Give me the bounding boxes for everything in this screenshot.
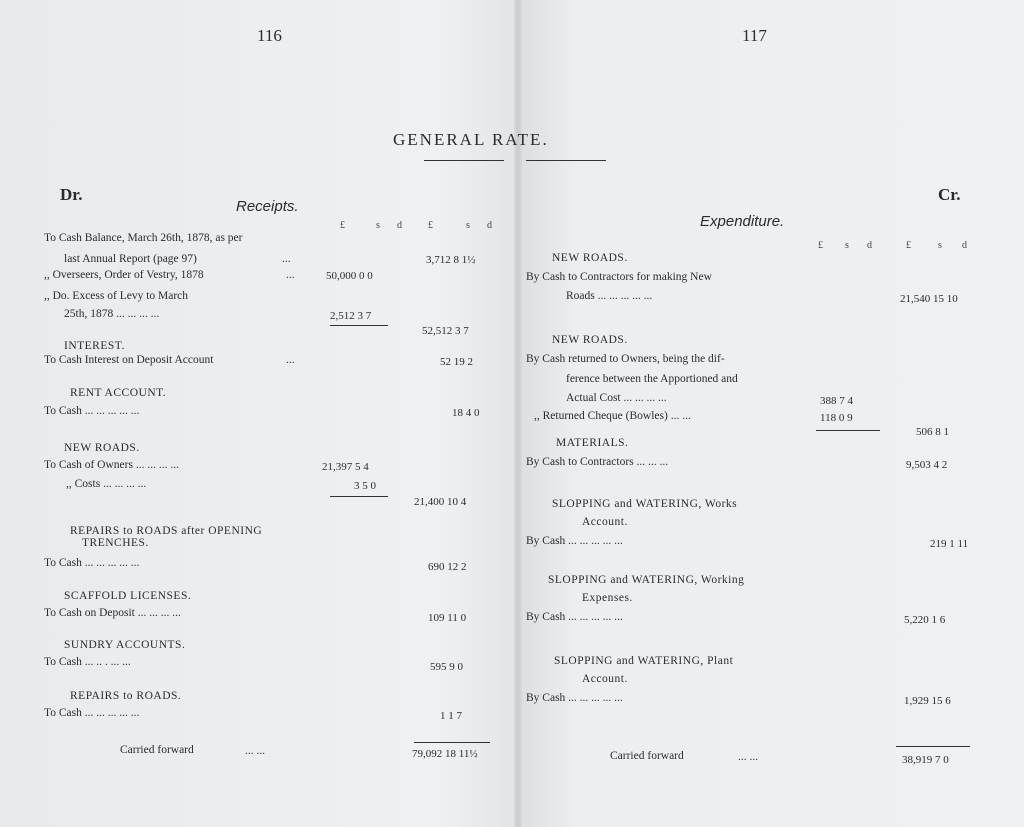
receipt-new-roads-total: 21,400 10 4 (414, 496, 467, 508)
currency-shilling: s (376, 220, 380, 231)
section-repairs-to-roads: REPAIRS to ROADS. (70, 690, 182, 702)
page-number-right: 117 (742, 26, 767, 45)
currency-pound: £ (428, 220, 433, 231)
receipt-costs-line: ,, Costs ... ... ... ... (66, 478, 147, 490)
section-slopping-works-line2: Account. (582, 516, 628, 528)
receipt-owners-amount: 21,397 5 4 (322, 461, 369, 473)
expenditure-contractors-line1: By Cash to Contractors for making New (526, 271, 712, 283)
receipt-rent-line: To Cash ... ... ... ... ... (44, 405, 140, 417)
section-slopping-working-expenses-line2: Expenses. (582, 592, 633, 604)
total-rule (414, 742, 490, 743)
expenditure-new-roads-total: 506 8 1 (916, 426, 949, 438)
section-slopping-plant: SLOPPING and WATERING, Plant (554, 655, 734, 667)
title-rule-left (424, 160, 504, 161)
sum-rule (330, 496, 388, 497)
receipt-owners-line: To Cash of Owners ... ... ... ... (44, 459, 179, 471)
currency-shilling: s (845, 240, 849, 251)
expenditure-slopping-plant-total: 1,929 15 6 (904, 695, 951, 707)
receipt-scaffold-total: 109 11 0 (428, 612, 467, 624)
expenditure-heading: Expenditure. (700, 213, 785, 230)
page-title: GENERAL RATE. (393, 130, 549, 149)
receipt-repairs-open-line: To Cash ... ... ... ... ... (44, 557, 140, 569)
receipt-balance-line2: last Annual Report (page 97) (64, 253, 197, 265)
receipt-overseers-line: ,, Overseers, Order of Vestry, 1878 (44, 269, 204, 281)
receipt-balance-line1: To Cash Balance, March 26th, 1878, as per (44, 232, 243, 244)
currency-pound: £ (340, 220, 345, 231)
expenditure-contractors-total: 21,540 15 10 (900, 293, 958, 305)
leader-dots: ... ... (738, 751, 759, 763)
expenditure-cheque-amount: 118 0 9 (820, 412, 853, 424)
receipt-repairs-total: 1 1 7 (440, 710, 462, 722)
currency-pence: d (397, 220, 402, 231)
expenditure-slopping-works-total: 219 1 11 (930, 538, 969, 550)
expenditure-cheque-line: ,, Returned Cheque (Bowles) ... ... (534, 410, 691, 422)
receipt-balance-total: 3,712 8 1½ (426, 254, 476, 266)
expenditure-slopping-working-line: By Cash ... ... ... ... ... (526, 611, 623, 623)
leader-dots: ... (286, 354, 295, 366)
section-slopping-plant-line2: Account. (582, 673, 628, 685)
receipt-repairs-open-total: 690 12 2 (428, 561, 467, 573)
expenditure-slopping-plant-line: By Cash ... ... ... ... ... (526, 692, 623, 704)
carried-forward-label: Carried forward (120, 744, 194, 756)
section-slopping-working-expenses: SLOPPING and WATERING, Working (548, 574, 745, 586)
currency-pound: £ (906, 240, 911, 251)
currency-pence: d (962, 240, 967, 251)
section-new-roads: NEW ROADS. (552, 252, 628, 264)
receipts-heading: Receipts. (236, 198, 299, 215)
expenditure-carried-forward-total: 38,919 7 0 (902, 754, 949, 766)
expenditure-contractors-line2: Roads ... ... ... ... ... (566, 290, 653, 302)
sum-rule (816, 430, 880, 431)
page-number-left: 116 (257, 26, 282, 45)
leader-dots: ... ... (245, 745, 266, 757)
receipt-excess-amount: 2,512 3 7 (330, 310, 372, 322)
expenditure-slopping-working-total: 5,220 1 6 (904, 614, 946, 626)
currency-shilling: s (466, 220, 470, 231)
currency-pound: £ (818, 240, 823, 251)
receipt-interest-line: To Cash Interest on Deposit Account (44, 354, 214, 366)
title-rule-right (526, 160, 606, 161)
receipt-excess-total: 52,512 3 7 (422, 325, 469, 337)
receipts-carried-forward-total: 79,092 18 11½ (412, 748, 478, 760)
section-materials: MATERIALS. (556, 437, 629, 449)
section-rent-account: RENT ACCOUNT. (70, 387, 167, 399)
carried-forward-label: Carried forward (610, 750, 684, 762)
expenditure-materials-line: By Cash to Contractors ... ... ... (526, 456, 669, 468)
receipt-costs-amount: 3 5 0 (354, 480, 376, 492)
receipt-sundry-line: To Cash ... .. . ... ... (44, 656, 131, 668)
leader-dots: ... (286, 269, 295, 281)
leader-dots: ... (282, 253, 291, 265)
receipt-excess-line1: ,, Do. Excess of Levy to March (44, 290, 189, 302)
currency-pence: d (487, 220, 492, 231)
receipt-overseers-amount: 50,000 0 0 (326, 270, 373, 282)
section-sundry-accounts: SUNDRY ACCOUNTS. (64, 639, 186, 651)
section-repairs-after-trenches: REPAIRS to ROADS after OPENING (70, 525, 263, 537)
section-slopping-works: SLOPPING and WATERING, Works (552, 498, 738, 510)
receipt-rent-total: 18 4 0 (452, 407, 480, 419)
book-gutter (514, 0, 522, 827)
receipt-sundry-total: 595 9 0 (430, 661, 463, 673)
expenditure-slopping-works-line: By Cash ... ... ... ... ... (526, 535, 623, 547)
expenditure-returned-line3: Actual Cost ... ... ... ... (566, 392, 667, 404)
receipt-excess-line2: 25th, 1878 ... ... ... ... (64, 308, 160, 320)
sum-rule (330, 325, 388, 326)
expenditure-returned-line2: ference between the Apportioned and (566, 373, 738, 385)
section-new-roads: NEW ROADS. (64, 442, 140, 454)
expenditure-returned-amount: 388 7 4 (820, 395, 853, 407)
total-rule (896, 746, 970, 747)
credit-label: Cr. (938, 185, 961, 204)
receipt-interest-total: 52 19 2 (440, 356, 473, 368)
debit-label: Dr. (60, 185, 83, 204)
expenditure-materials-total: 9,503 4 2 (906, 459, 948, 471)
section-scaffold-licenses: SCAFFOLD LICENSES. (64, 590, 192, 602)
expenditure-returned-line1: By Cash returned to Owners, being the dif- (526, 353, 725, 365)
section-interest: INTEREST. (64, 340, 125, 352)
receipt-scaffold-line: To Cash on Deposit ... ... ... ... (44, 607, 181, 619)
section-repairs-after-trenches-line2: TRENCHES. (82, 537, 149, 549)
currency-pence: d (867, 240, 872, 251)
section-new-roads: NEW ROADS. (552, 334, 628, 346)
receipt-repairs-line: To Cash ... ... ... ... ... (44, 707, 140, 719)
currency-shilling: s (938, 240, 942, 251)
